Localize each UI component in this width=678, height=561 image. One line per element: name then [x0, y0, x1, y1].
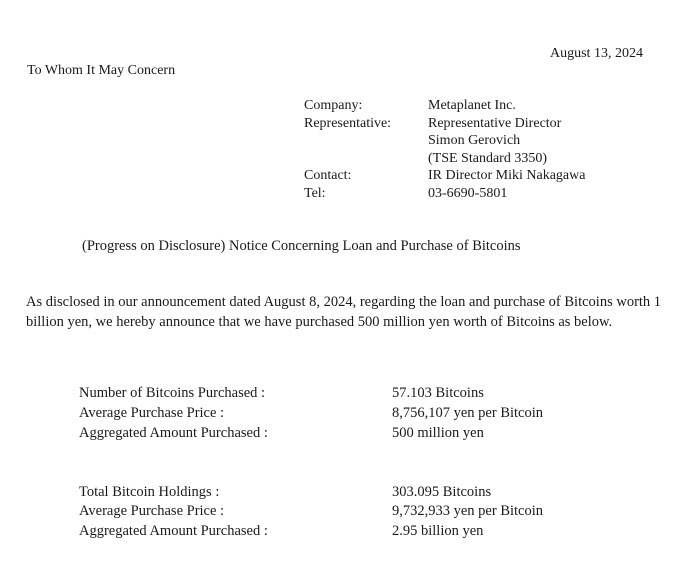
contact-label: Contact:: [304, 168, 352, 183]
table-row-value: 303.095 Bitcoins: [392, 484, 492, 500]
tel-value: 03-6690-5801: [428, 186, 508, 201]
table-row-value: 9,732,933 yen per Bitcoin: [392, 503, 544, 519]
table-row-value: 8,756,107 yen per Bitcoin: [392, 405, 544, 421]
company-name: Metaplanet Inc.: [428, 98, 516, 113]
announcement-paragraph: As disclosed in our announcement dated August 8, 2024, regarding the loan and purchase of Bitcoins worth 1 billion yen, we hereby announce that we have purchased 500 million yen worth of Bitcoins as below.: [26, 294, 662, 330]
table-row-value: 500 million yen: [392, 425, 484, 441]
table-row-value: 57.103 Bitcoins: [392, 385, 484, 401]
company-label: Company:: [304, 98, 363, 113]
table-row-label: Aggregated Amount Purchased :: [79, 523, 268, 539]
salutation: To Whom It May Concern: [27, 63, 176, 78]
representative-name: Simon Gerovich: [428, 133, 521, 148]
tel-label: Tel:: [304, 186, 326, 201]
table-row-value: 2.95 billion yen: [392, 523, 484, 539]
representative-label: Representative:: [304, 116, 392, 131]
table-row-label: Average Purchase Price :: [79, 405, 225, 421]
representative-title: Representative Director: [428, 116, 562, 131]
notice-title: (Progress on Disclosure) Notice Concerning Loan and Purchase of Bitcoins: [82, 238, 521, 254]
stock-code: (TSE Standard 3350): [428, 151, 547, 166]
document-date: August 13, 2024: [550, 46, 643, 61]
table-row-label: Aggregated Amount Purchased :: [79, 425, 268, 441]
contact-value: IR Director Miki Nakagawa: [428, 168, 586, 183]
table-row-label: Total Bitcoin Holdings :: [79, 484, 220, 500]
table-row-label: Average Purchase Price :: [79, 503, 225, 519]
table-row-label: Number of Bitcoins Purchased :: [79, 385, 266, 401]
